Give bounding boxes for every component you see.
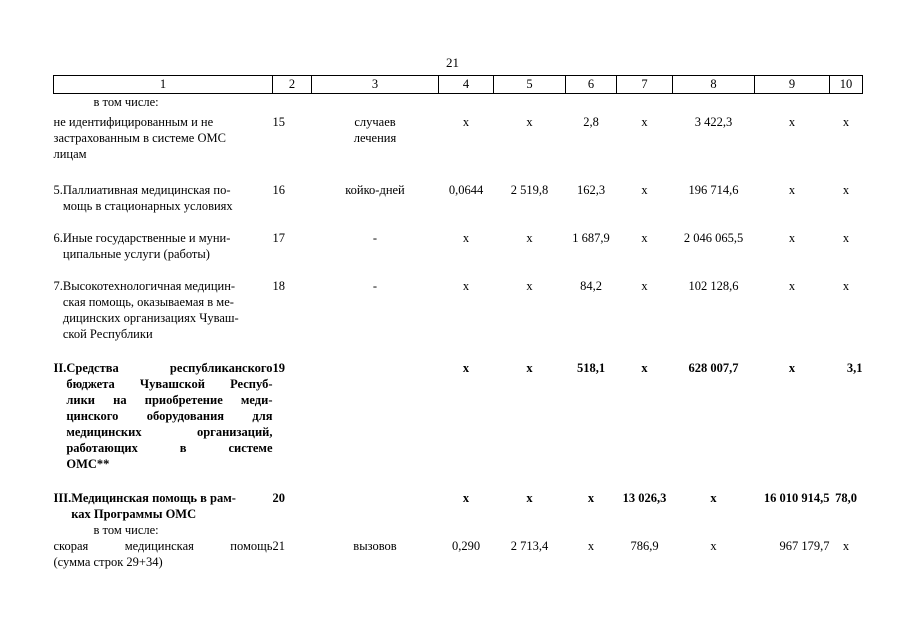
value-cell: 102 128,6 bbox=[688, 278, 739, 293]
unit-cell bbox=[312, 114, 439, 182]
value-cell: х bbox=[788, 230, 796, 245]
row-label bbox=[54, 490, 273, 522]
row-item-number: 5. bbox=[53, 182, 63, 197]
data-table bbox=[53, 75, 863, 572]
unit-line: лечения bbox=[353, 130, 397, 145]
value-cell: 196 714,6 bbox=[688, 182, 739, 197]
value-cell: х bbox=[788, 182, 796, 197]
row-number: 15 bbox=[272, 114, 285, 129]
row-label-line: работающих в системе bbox=[66, 440, 273, 455]
row-label-line: ская помощь, оказываемая в ме- bbox=[62, 294, 234, 309]
row-number: 20 bbox=[272, 490, 285, 505]
value-cell: 16 010 914,5 bbox=[763, 490, 830, 505]
row-label-line: цинского оборудования для bbox=[66, 408, 273, 423]
row-label-line: ской Республики bbox=[62, 326, 153, 341]
value-cell: х bbox=[842, 538, 850, 553]
row-label bbox=[54, 360, 273, 490]
value-cell: х bbox=[710, 538, 717, 553]
value-cell: х bbox=[462, 230, 470, 245]
value-cell: х bbox=[526, 278, 533, 293]
row-label-line: ципальные услуги (работы) bbox=[62, 246, 210, 261]
row-label-line: мощь в стационарных условиях bbox=[62, 198, 233, 213]
row-number: 16 bbox=[272, 182, 285, 197]
table-row bbox=[54, 114, 863, 182]
value-cell: 13 026,3 bbox=[622, 490, 667, 505]
unit-cell: - bbox=[372, 230, 378, 245]
value-cell: х bbox=[842, 278, 850, 293]
value-cell: х bbox=[842, 114, 850, 129]
value-cell: 1 687,9 bbox=[572, 230, 610, 245]
table-row bbox=[54, 94, 863, 114]
value-cell: 3 422,3 bbox=[694, 114, 733, 129]
row-label-line: лицам bbox=[53, 146, 87, 161]
value-cell: 967 179,7 bbox=[779, 538, 830, 553]
value-cell: 628 007,7 bbox=[688, 360, 739, 375]
value-cell: х bbox=[526, 230, 533, 245]
row-item-number: 6. bbox=[53, 230, 63, 245]
value-cell: 162,3 bbox=[576, 182, 606, 197]
row-item-number: 7. bbox=[53, 278, 63, 293]
row-label-line: Медицинская помощь в рам- bbox=[71, 490, 236, 505]
sub-heading: в том числе: bbox=[93, 522, 159, 537]
row-label-line: Высокотехнологичная медицин- bbox=[62, 278, 236, 293]
row-label bbox=[54, 114, 273, 182]
value-cell: х bbox=[526, 114, 533, 129]
value-cell: х bbox=[641, 114, 648, 129]
value-cell: х bbox=[788, 278, 796, 293]
value-cell: х bbox=[462, 278, 470, 293]
value-cell: 2,8 bbox=[583, 114, 599, 129]
header-cell-10: 10 bbox=[830, 76, 863, 94]
header-cell-4: 4 bbox=[439, 76, 494, 94]
header-cell-8: 8 bbox=[673, 76, 755, 94]
value-cell: 3,1 bbox=[846, 360, 863, 375]
row-number: 19 bbox=[272, 360, 285, 375]
row-label-line: Средства республиканского bbox=[66, 360, 273, 375]
value-cell: 2 713,4 bbox=[510, 538, 549, 553]
value-cell: 78,0 bbox=[835, 490, 857, 505]
table-row bbox=[54, 278, 863, 360]
value-cell: х bbox=[641, 230, 648, 245]
unit-cell: койко-дней bbox=[345, 182, 405, 197]
value-cell: х bbox=[587, 490, 595, 505]
header-cell-5: 5 bbox=[494, 76, 566, 94]
unit-line: случаев bbox=[354, 114, 396, 129]
row-label-line: Иные государственные и муни- bbox=[62, 230, 231, 245]
row-item-number: III. bbox=[53, 490, 72, 505]
table-row bbox=[54, 538, 863, 572]
row-label-line: ках Программы ОМС bbox=[71, 506, 197, 521]
row-label bbox=[54, 538, 273, 572]
unit-cell: - bbox=[372, 278, 378, 293]
value-cell: х bbox=[641, 360, 648, 375]
header-cell-1: 1 bbox=[54, 76, 273, 94]
row-label-line: скорая медицинская помощь bbox=[53, 538, 273, 553]
row-label-line: застрахованным в системе ОМС bbox=[53, 130, 226, 145]
unit-cell: вызовов bbox=[353, 538, 397, 553]
value-cell: 0,290 bbox=[451, 538, 481, 553]
table-row bbox=[54, 522, 863, 538]
row-number: 18 bbox=[272, 278, 285, 293]
row-label bbox=[54, 182, 273, 230]
row-label-line: не идентифицированным и не bbox=[53, 114, 214, 129]
row-label-line: Паллиативная медицинская по- bbox=[62, 182, 231, 197]
value-cell: х bbox=[788, 360, 796, 375]
header-cell-2: 2 bbox=[273, 76, 312, 94]
row-label-line: бюджета Чувашской Респуб- bbox=[66, 376, 273, 391]
header-cell-7: 7 bbox=[617, 76, 673, 94]
row-item-number: II. bbox=[53, 360, 67, 375]
header-cell-3: 3 bbox=[312, 76, 439, 94]
unit-cell bbox=[312, 360, 439, 490]
value-cell: 84,2 bbox=[580, 278, 602, 293]
header-cell-6: 6 bbox=[566, 76, 617, 94]
table-row bbox=[54, 230, 863, 278]
value-cell: 0,0644 bbox=[448, 182, 484, 197]
row-label bbox=[54, 230, 273, 278]
value-cell: х bbox=[842, 182, 850, 197]
value-cell: 518,1 bbox=[576, 360, 606, 375]
row-number: 17 bbox=[272, 230, 285, 245]
header-row bbox=[54, 76, 863, 94]
table-row bbox=[54, 182, 863, 230]
value-cell: х bbox=[587, 538, 595, 553]
row-label-line: дицинских организациях Чуваш- bbox=[62, 310, 239, 325]
row-label-line: ОМС** bbox=[66, 456, 110, 471]
header-cell-9: 9 bbox=[755, 76, 830, 94]
value-cell: х bbox=[641, 182, 648, 197]
page-number: 21 bbox=[446, 55, 459, 70]
sub-heading: в том числе: bbox=[93, 95, 159, 109]
value-cell: х bbox=[526, 360, 533, 375]
value-cell: х bbox=[526, 490, 533, 505]
table-row bbox=[54, 490, 863, 522]
row-label bbox=[54, 278, 273, 360]
value-cell: 2 519,8 bbox=[510, 182, 549, 197]
unit-cell bbox=[312, 490, 439, 522]
value-cell: х bbox=[462, 490, 470, 505]
row-label-line: лики на приобретение меди- bbox=[66, 392, 273, 407]
value-cell: х bbox=[641, 278, 648, 293]
value-cell: 786,9 bbox=[630, 538, 659, 553]
value-cell: х bbox=[710, 490, 717, 505]
row-label-line: медицинских организаций, bbox=[66, 424, 273, 439]
value-cell: 2 046 065,5 bbox=[683, 230, 744, 245]
row-label-line: (сумма строк 29+34) bbox=[53, 554, 163, 569]
value-cell: х bbox=[788, 114, 796, 129]
table-row bbox=[54, 360, 863, 490]
value-cell: х bbox=[842, 230, 850, 245]
row-number: 21 bbox=[272, 538, 285, 553]
value-cell: х bbox=[462, 360, 470, 375]
value-cell: х bbox=[462, 114, 470, 129]
